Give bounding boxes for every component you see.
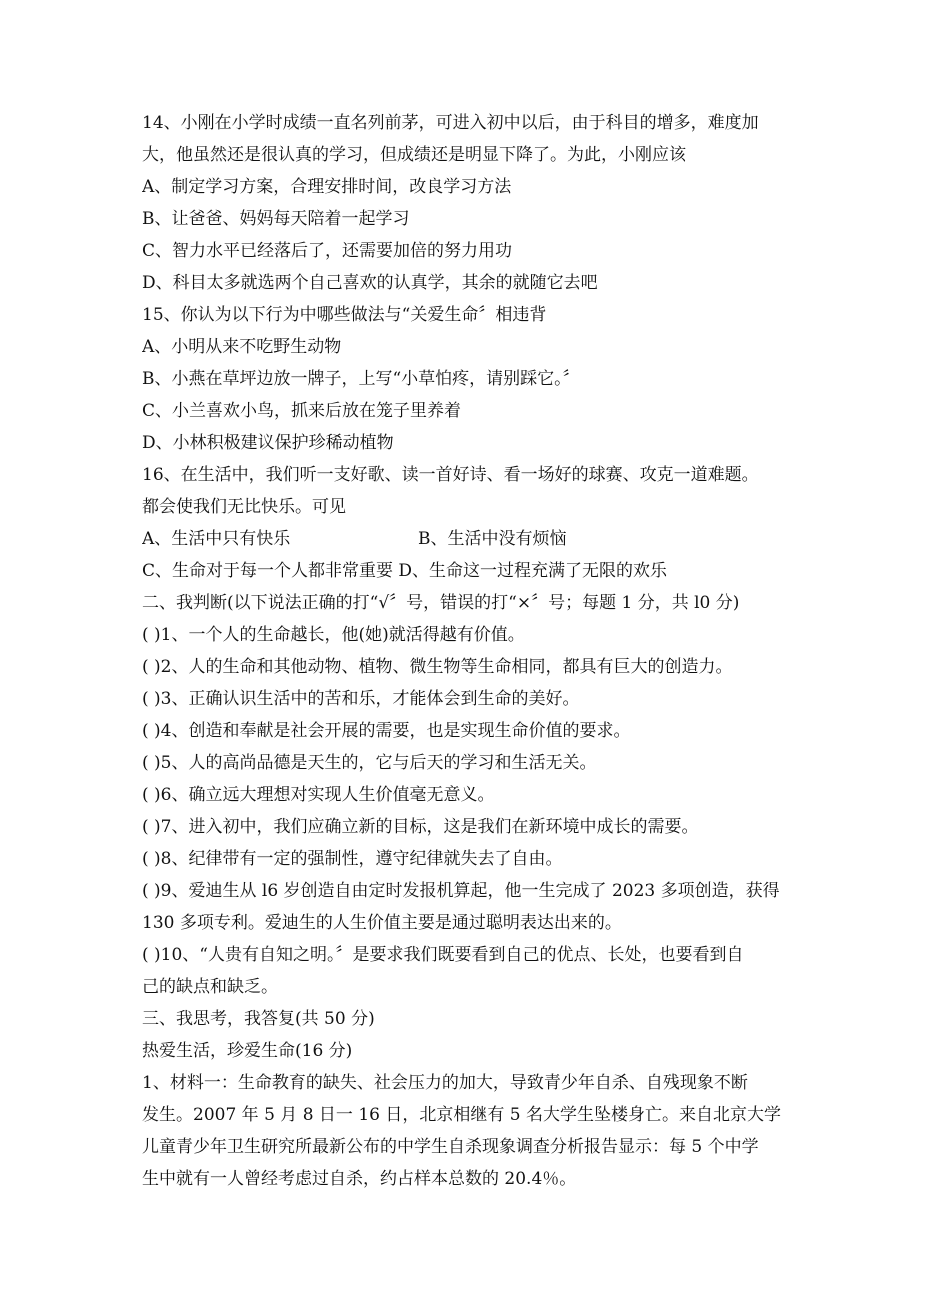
question-14-stem-line-1: 14、小刚在小学时成绩一直名列前茅，可进入初中以后，由于科目的增多，难度加 <box>142 113 759 133</box>
judgement-item-9-line-2: 130 多项专利。爱迪生的人生价值主要是通过聪明表达出来的。 <box>142 913 622 933</box>
judgement-item-3: ( )3、正确认识生活中的苦和乐，才能体会到生命的美好。 <box>142 689 580 709</box>
question-15-option-d: D、小林积极建议保护珍稀动植物 <box>142 433 394 453</box>
material-line-3: 儿童青少年卫生研究所最新公布的中学生自杀现象调查分析报告显示：每 5 个中学 <box>142 1137 759 1157</box>
material-line-4: 生中就有一人曾经考虑过自杀，约占样本总数的 20.4％。 <box>142 1169 577 1189</box>
question-14-stem-line-2: 大，他虽然还是很认真的学习，但成绩还是明显下降了。为此，小刚应该 <box>142 145 686 165</box>
question-16-option-b: B、生活中没有烦恼 <box>418 529 567 549</box>
section-2-heading: 二、我判断(以下说法正确的打“√〞号，错误的打“×〞号；每题 1 分，共 l0 分) <box>142 593 740 613</box>
section-3-heading: 三、我思考，我答复(共 50 分) <box>142 1009 375 1029</box>
judgement-item-7: ( )7、进入初中，我们应确立新的目标，这是我们在新环境中成长的需要。 <box>142 817 699 837</box>
question-14-option-c: C、智力水平已经落后了，还需要加倍的努力用功 <box>142 241 513 261</box>
question-16-option-a: A、生活中只有快乐 <box>142 529 291 549</box>
question-16-options-ab <box>142 523 812 555</box>
judgement-item-5: ( )5、人的高尚品德是天生的，它与后天的学习和生活无关。 <box>142 753 597 773</box>
judgement-item-4: ( )4、创造和奉献是社会开展的需要，也是实现生命价值的要求。 <box>142 721 631 741</box>
question-16-stem-line-2: 都会使我们无比快乐。可见 <box>142 497 346 517</box>
question-14-option-d: D、科目太多就选两个自己喜欢的认真学，其余的就随它去吧 <box>142 273 598 293</box>
question-15-stem: 15、你认为以下行为中哪些做法与“关爱生命〞相违背 <box>142 305 547 325</box>
judgement-item-6: ( )6、确立远大理想对实现人生价值毫无意义。 <box>142 785 495 805</box>
question-16-options-cd: C、生命对于每一个人都非常重要 D、生命这一过程充满了无限的欢乐 <box>142 561 668 581</box>
material-line-1: 1、材料一：生命教育的缺失、社会压力的加大，导致青少年自杀、自残现象不断 <box>142 1073 748 1093</box>
question-16-stem-line-1: 16、在生活中，我们听一支好歌、读一首好诗、看一场好的球赛、攻克一道难题。 <box>142 465 759 485</box>
judgement-item-9-line-1: ( )9、爱迪生从 l6 岁创造自由定时发报机算起，他一生完成了 2023 多项创造，获得 <box>142 881 780 901</box>
judgement-item-2: ( )2、人的生命和其他动物、植物、微生物等生命相同，都具有巨大的创造力。 <box>142 657 733 677</box>
question-14-option-b: B、让爸爸、妈妈每天陪着一起学习 <box>142 209 410 229</box>
question-14-option-a: A、制定学习方案，合理安排时间，改良学习方法 <box>142 177 512 197</box>
question-15-option-b: B、小燕在草坪边放一牌子，上写“小草怕疼，请别踩它。〞 <box>142 369 580 389</box>
material-line-2: 发生。2007 年 5 月 8 日一 16 日，北京相继有 5 名大学生坠楼身亡。来自北京大学 <box>142 1105 781 1125</box>
judgement-item-8: ( )8、纪律带有一定的强制性，遵守纪律就失去了自由。 <box>142 849 563 869</box>
question-15-option-a: A、小明从来不吃野生动物 <box>142 337 342 357</box>
section-3-subheading: 热爱生活，珍爱生命(16 分) <box>142 1041 353 1061</box>
question-15-option-c: C、小兰喜欢小鸟，抓来后放在笼子里养着 <box>142 401 462 421</box>
judgement-item-10-line-2: 己的缺点和缺乏。 <box>142 977 278 997</box>
judgement-item-1: ( )1、一个人的生命越长，他(她)就活得越有价值。 <box>142 625 525 645</box>
judgement-item-10-line-1: ( )10、“人贵有自知之明。〞是要求我们既要看到自己的优点、长处，也要看到自 <box>142 945 744 965</box>
document-page <box>142 107 812 1195</box>
